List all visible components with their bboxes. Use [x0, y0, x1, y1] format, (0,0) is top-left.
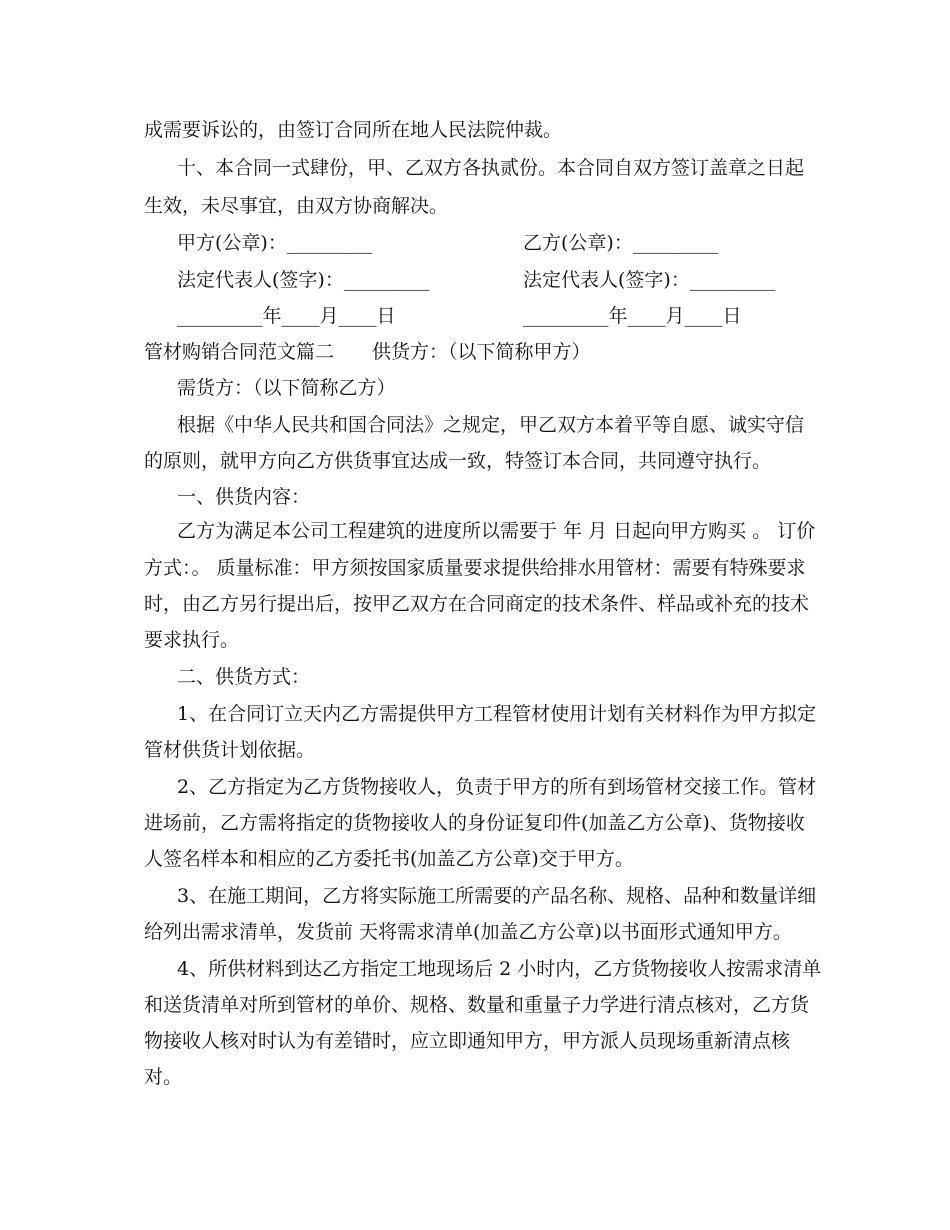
paragraph-line: 需货方：（以下简称乙方）	[177, 377, 396, 399]
paragraph-line: 成需要诉讼的，由签订合同所在地人民法院仲裁。	[144, 119, 563, 141]
clause-heading: 一、供货内容：	[177, 486, 311, 508]
paragraph-line: 十、本合同一式肆份，甲、乙双方各执贰份。本合同自双方签订盖章之日起	[177, 157, 805, 179]
paragraph-line: 乙方为满足本公司工程建筑的进度所以需要于 年 月 日起向甲方购买 。 订价	[177, 520, 816, 542]
party-a-date: _________年____月____日	[177, 305, 396, 327]
paragraph-line: 根据《中华人民共和国合同法》之规定，甲乙双方本着平等自愿、诚实守信	[177, 414, 805, 436]
paragraph-line: 生效，未尽事宜，由双方协商解决。	[144, 195, 449, 217]
paragraph-line: 的原则，就甲方向乙方供货事宜达成一致，特签订本合同，共同遵守执行。	[144, 450, 772, 472]
party-a-seal: 甲方(公章)：_________	[177, 232, 373, 254]
paragraph-line: 3、在施工期间，乙方将实际施工所需要的产品名称、规格、品种和数量详细	[177, 885, 817, 907]
party-b-date: _________年____月____日	[523, 305, 742, 327]
paragraph-line: 方式：。 质量标准：甲方须按国家质量要求提供给排水用管材：需要有特殊要求	[144, 557, 806, 579]
clause-heading: 二、供货方式：	[177, 666, 311, 688]
paragraph-line: 4、所供材料到达乙方指定工地现场后 2 小时内，乙方货物接收人按需求清单	[177, 958, 822, 980]
paragraph-line: 时，由乙方另行提出后，按甲乙双方在合同商定的技术条件、样品或补充的技术	[144, 593, 810, 615]
paragraph-line: 要求执行。	[144, 629, 240, 651]
paragraph-line: 进场前，乙方需将指定的货物接收人的身份证复印件(加盖乙方公章)、货物接收	[144, 812, 805, 834]
party-a-representative: 法定代表人(签字)：_________	[177, 269, 430, 291]
section-heading: 管材购销合同范文篇二 供货方：（以下简称甲方）	[144, 341, 591, 363]
paragraph-line: 人签名样本和相应的乙方委托书(加盖乙方公章)交于甲方。	[144, 848, 634, 870]
paragraph-line: 1、在合同订立天内乙方需提供甲方工程管材使用计划有关材料作为甲方拟定	[177, 703, 817, 725]
paragraph-line: 管材供货计划依据。	[144, 739, 316, 761]
party-b-seal: 乙方(公章)：_________	[523, 232, 719, 254]
party-b-representative: 法定代表人(签字)：_________	[523, 269, 776, 291]
paragraph-line: 物接收人核对时认为有差错时，应立即通知甲方，甲方派人员现场重新清点核	[144, 1030, 791, 1052]
paragraph-line: 和送货清单对所到管材的单价、规格、数量和重量子力学进行清点核对，乙方货	[144, 994, 810, 1016]
paragraph-line: 给列出需求清单，发货前 天将需求清单(加盖乙方公章)以书面形式通知甲方。	[144, 921, 792, 943]
paragraph-line: 对。	[144, 1066, 183, 1088]
paragraph-line: 2、乙方指定为乙方货物接收人，负责于甲方的所有到场管材交接工作。管材	[177, 776, 817, 798]
